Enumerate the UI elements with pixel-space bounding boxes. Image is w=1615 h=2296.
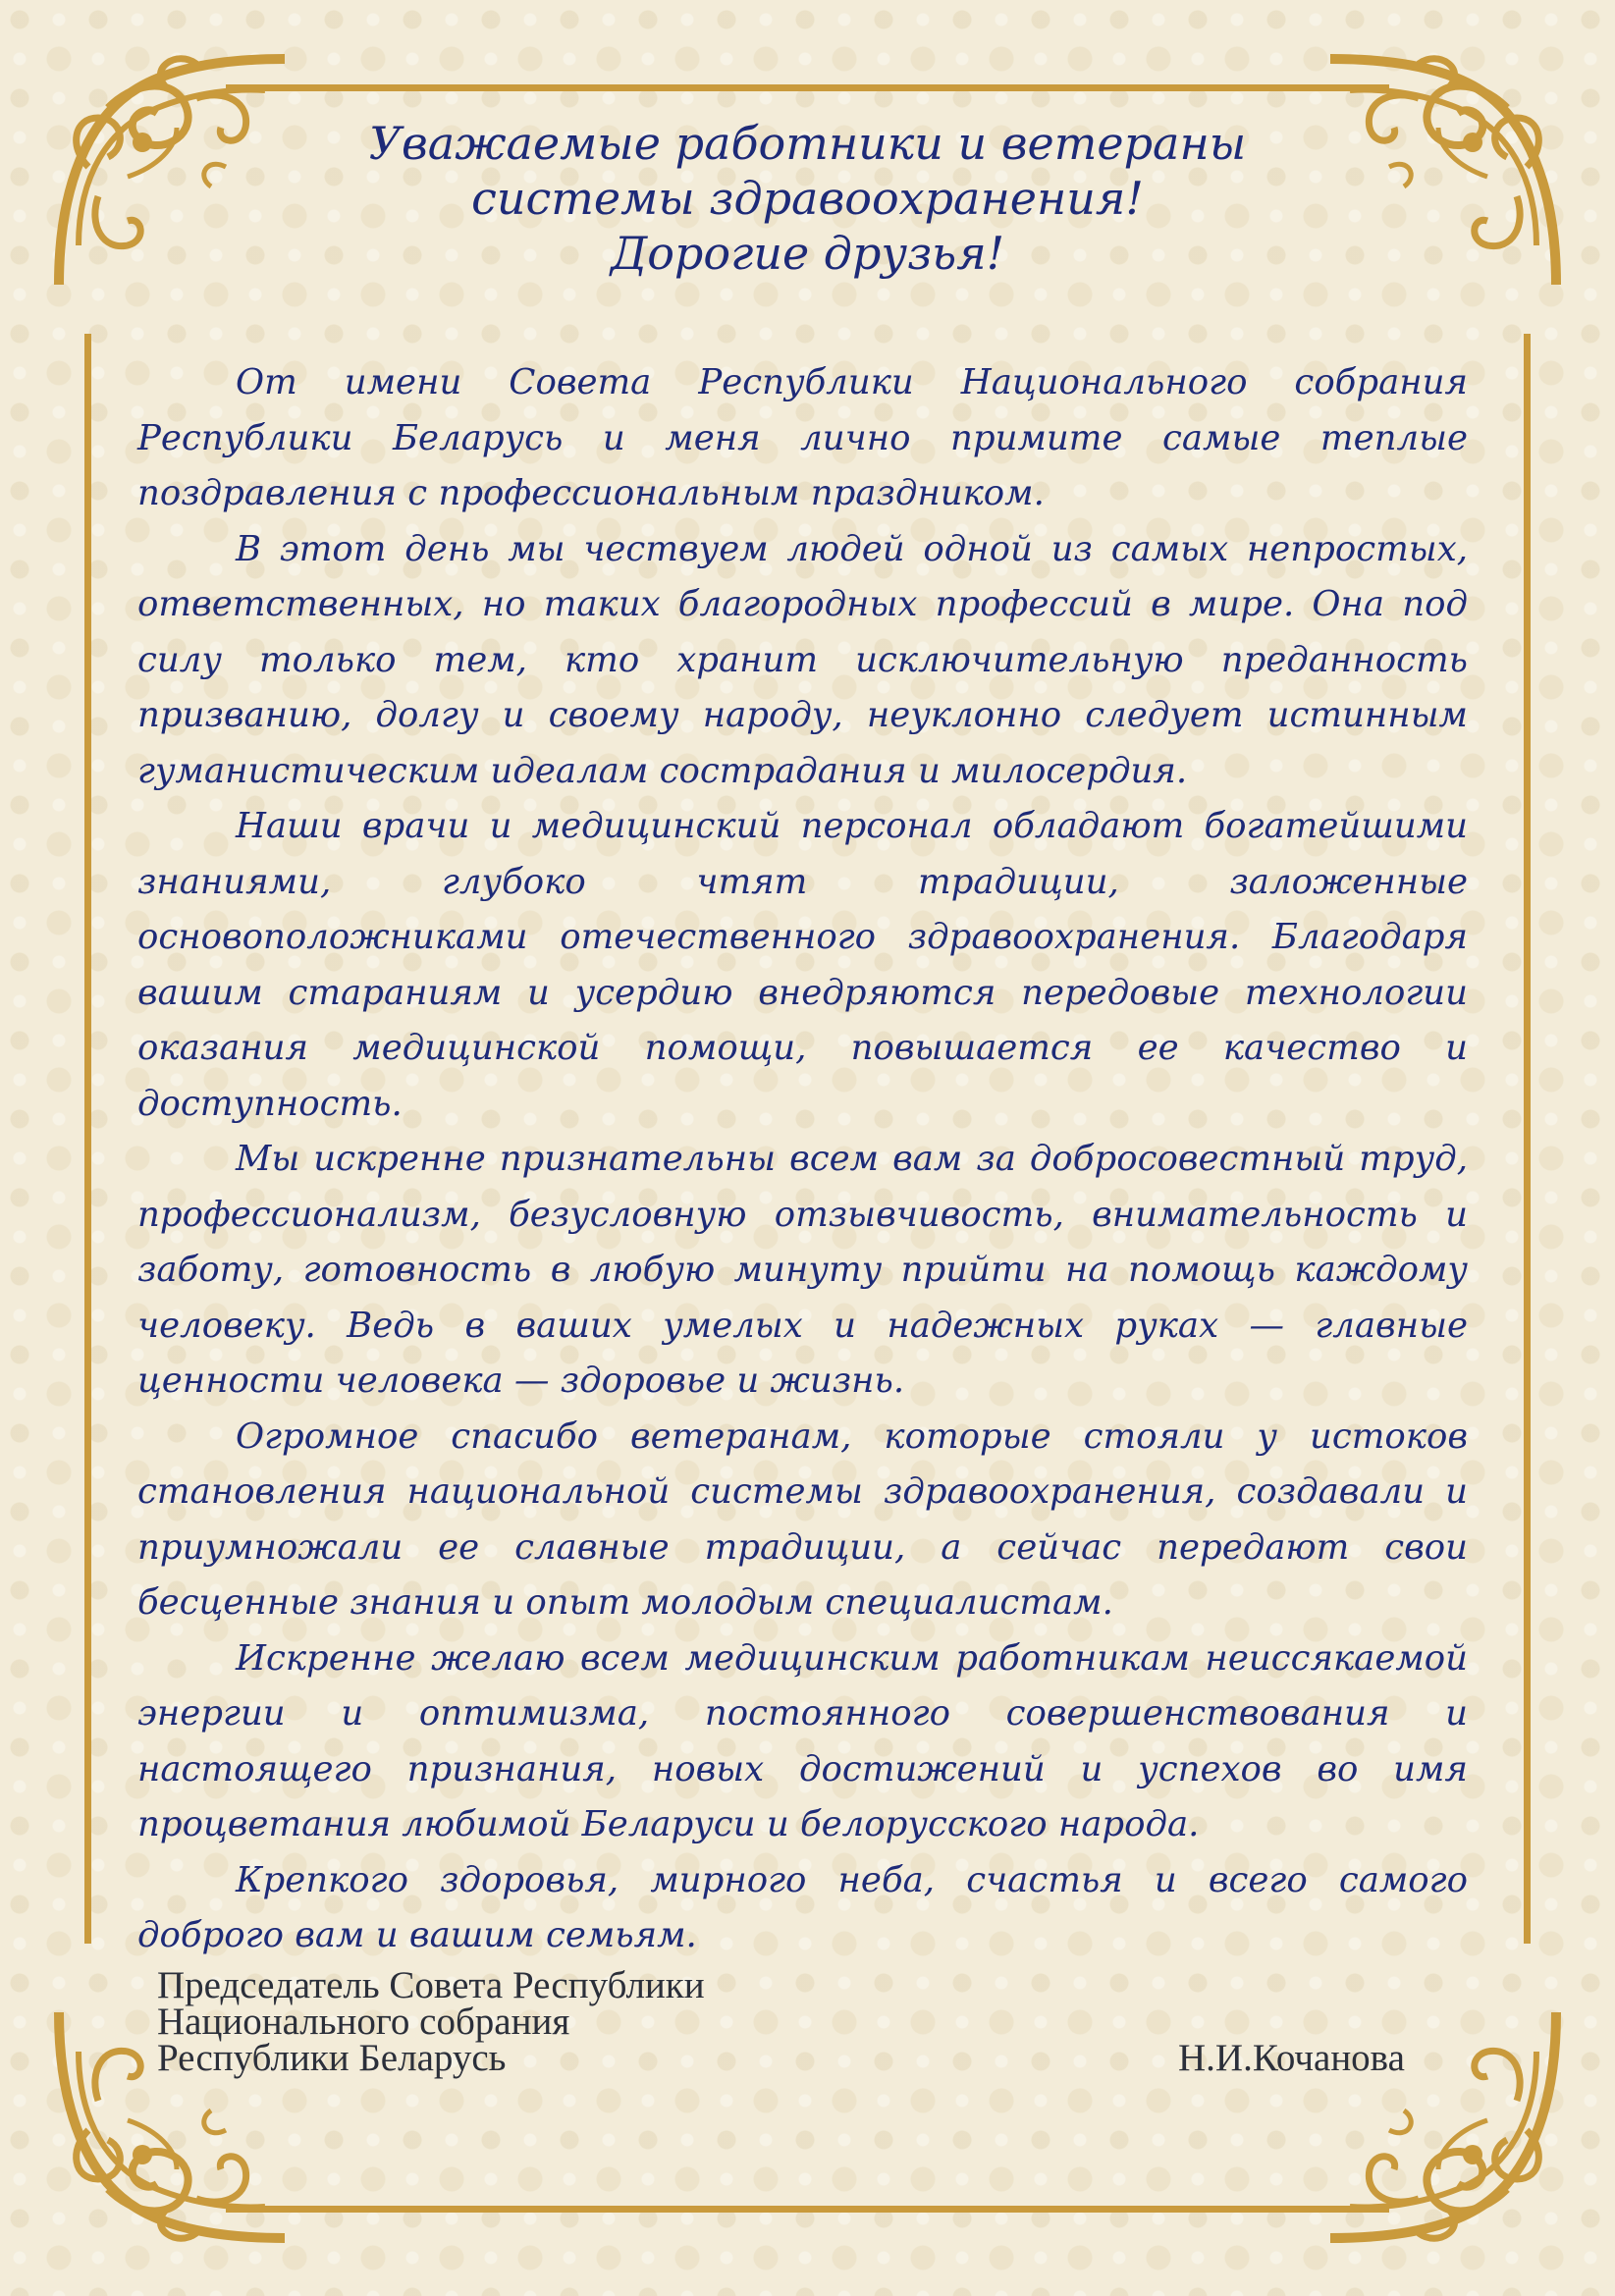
heading-line-2: системы здравоохранения! [471,172,1144,225]
signatory-name: Н.И.Кочанова [1178,2037,1405,2079]
heading-line-3: Дорогие друзья! [610,227,1005,280]
signatory-title-line-3: Республики Беларусь [157,2037,507,2079]
paragraph-4: Мы искренне признательны всем вам за добросовестный труд, профессионализм, безусловную отзывчивость, внимательность и заботу, готовность в любую минуту прийти на помощь каждому человеку. Ведь в ваших умелых и надежных руках — главные ценности человека — здоровье и жизнь. [137,1139,1468,1401]
paragraph-2: В этот день мы чествуем людей одной из самых непростых, ответственных, но таких благородных профессий в мире. Она под силу только тем, кто хранит исключительную преданность призванию, долгу и своему народу, неуклонно следует истинным гуманистическим идеалам сострадания и милосердия. [137,528,1468,791]
signatory-title-line-2: Национального собрания [157,2001,570,2043]
signatory-title-line-1: Председатель Совета Республики [157,1964,705,2006]
frame-top-border [226,84,1389,91]
heading-line-1: Уважаемые работники и ветераны [368,117,1247,170]
paragraph-3: Наши врачи и медицинский персонал обладают богатейшими знаниями, глубоко чтят традиции, заложенные основоположниками отечественного здравоохранения. Благодаря вашим стараниям и усердию внедряются передовые технологии оказания медицинской помощи, повышается ее качество и доступность. [137,806,1468,1124]
paragraph-7: Крепкого здоровья, мирного неба, счастья и всего самого доброго вам и вашим семьям. [137,1859,1468,1955]
corner-ornament-top-right [1320,49,1566,294]
greeting-heading [295,116,1320,281]
paragraph-5: Огромное спасибо ветеранам, которые стояли у истоков становления национальной системы здравоохранения, создавали и приумножали ее славные традиции, а сейчас передают свои бесценные знания и опыт молодым специалистам. [137,1415,1468,1623]
corner-ornament-top-left [49,49,295,294]
paragraph-1: От имени Совета Республики Национального собрания Республики Беларусь и меня лично примите самые теплые поздравления с профессиональным праздником. [137,362,1468,513]
signatory-title [157,1964,705,2079]
frame-right-border [1524,334,1531,1944]
letter-body [137,355,1468,1964]
paragraph-6: Искренне желаю всем медицинским работникам неиссякаемой энергии и оптимизма, постоянного совершенствования и настоящего признания, новых достижений и успехов во имя процветания любимой Беларуси и белорусского народа. [137,1637,1468,1844]
frame-left-border [84,334,91,1944]
frame-bottom-border [226,2206,1389,2213]
